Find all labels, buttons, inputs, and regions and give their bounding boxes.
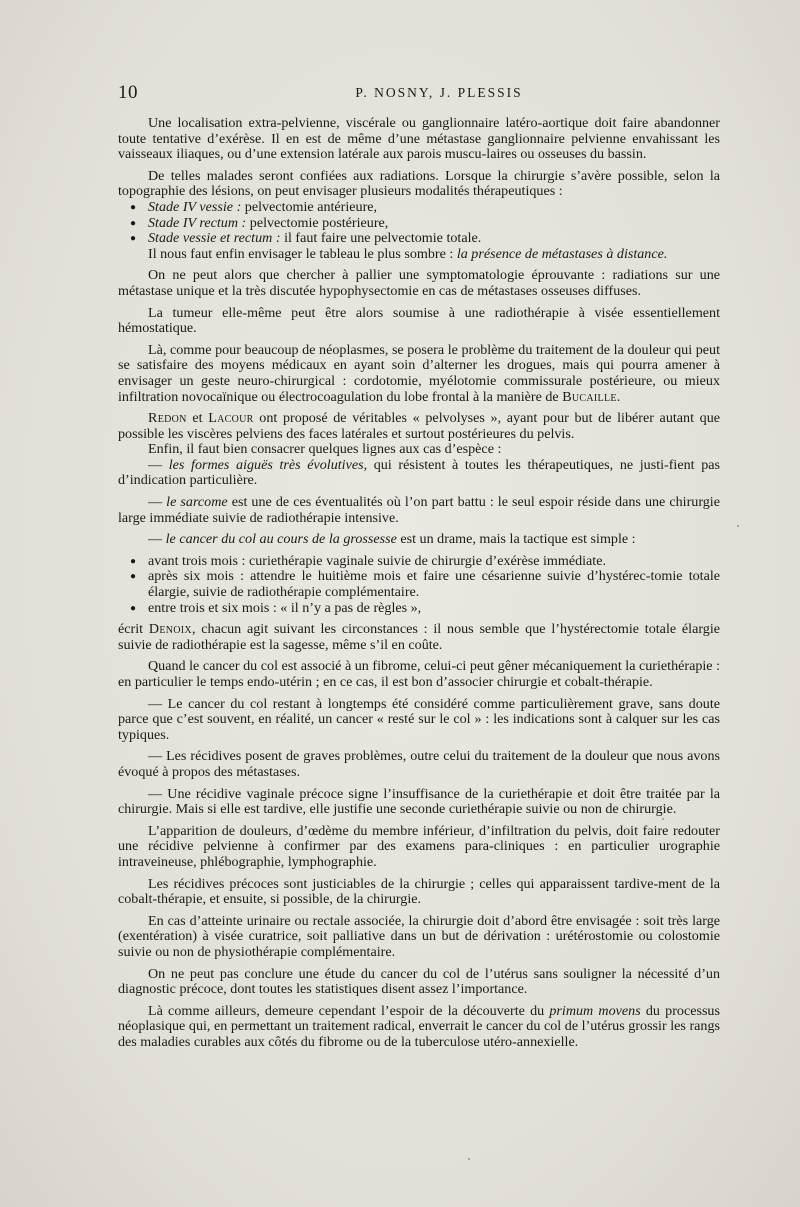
stade-label: Stade IV vessie :: [148, 198, 242, 215]
paper-speck: [468, 1158, 470, 1160]
punctuation: .: [616, 388, 621, 405]
list-item: [118, 216, 720, 232]
pregnancy-list: [118, 554, 720, 616]
list-item: ● avant trois mois : curiethérapie vaginale suivie de chirurgie d’exérèse immédiate.: [118, 554, 720, 570]
page-number: 10: [118, 82, 138, 103]
paragraph-text: qui résistent à toutes les thérapeutiques, ne justi-fient pas d’indication particulière.: [118, 456, 720, 489]
paragraph: — Le cancer du col restant à longtemps été considéré comme particulièrement grave, sans doute parce que c’est souvent, en réalité, un cancer « resté sur le col » : les indications sont à calquer sur les cas typiques.: [118, 695, 720, 743]
emphasis: le cancer du col au cours de la grossesse: [165, 531, 397, 548]
body-text: [118, 116, 720, 1050]
list-item: [118, 231, 720, 247]
paragraph-text: du processus néoplasique qui, en permettant un traitement radical, enverrait le cancer du col de l’utérus grossir les rangs des maladies curables aux côtés du fibrome ou de la tuberculose utéro-annexielle.: [118, 1002, 720, 1050]
stade-list: [118, 200, 720, 247]
paragraph: En cas d’atteinte urinaire ou rectale associée, la chirurgie doit d’abord être envisagée : soit très large (exentération) à visée curatrice, soit palliative dans un but de dérivation : urétérostomie ou colostomie suivie ou non de physiothérapie complémentaire.: [118, 912, 720, 960]
paper-speck: [662, 818, 664, 820]
stade-label: Stade vessie et rectum :: [148, 230, 281, 247]
paragraph-lead: Il nous faut enfin envisager le tableau le plus sombre :: [148, 245, 454, 262]
paragraph: [118, 247, 720, 263]
list-item: [118, 200, 720, 216]
paragraph-text: est une de ces éventualités où l’on part battu : le seul espoir réside dans une chirurgie large immédiate suivie de radiothérapie intensive.: [118, 494, 720, 526]
paragraph: [118, 411, 720, 442]
author-name: Denoix: [148, 621, 192, 638]
paragraph: — Une récidive vaginale précoce signe l’insuffisance de la curiethérapie et doit être traitée par la chirurgie. Mais si elle est tardive, elle justifie une seconde curiethérapie suivie ou non de chirurgie.: [118, 785, 720, 818]
paragraph: La tumeur elle-même peut être alors soumise à une radiothérapie à visée essentiellement hémostatique.: [118, 304, 720, 337]
paragraph-text: est un drame, mais la tactique est simple :: [396, 531, 636, 548]
header-authors: P. NOSNY, J. PLESSIS: [355, 85, 523, 100]
author-name: Bucaille: [562, 388, 617, 405]
paragraph-text: , chacun agit suivant les circonstances : il nous semble que l’hystérectomie totale élargie suivie de radiothérapie est la sagesse, même s’il en coûte.: [118, 621, 721, 653]
dash: —: [148, 494, 167, 511]
list-item-text: pelvectomie postérieure,: [246, 214, 389, 231]
paragraph: [118, 495, 720, 526]
paragraph: Les récidives précoces sont justiciables de la chirurgie ; celles qui apparaissent tardive-ment de la cobalt-thérapie, et ensuite, si possible, de la chirurgie.: [118, 875, 720, 908]
paragraph: Une localisation extra-pelvienne, viscérale ou ganglionnaire latéro-aortique doit faire abandonner toute tentative d’exérèse. Il en est de même d’une métastase ganglionnaire pelvienne envahissant les vaisseaux iliaques, ou d’une extension latérale aux parois muscu-laires ou osseuses du bassin.: [118, 115, 720, 163]
author-name: Lacour: [208, 410, 254, 427]
list-item: ● après six mois : attendre le huitième mois et faire une césarienne suivie d’hystérec-tomie totale élargie, suivie de radiothérapie complémentaire.: [118, 569, 720, 600]
paragraph: L’apparition de douleurs, d’œdème du membre inférieur, d’infiltration du pelvis, doit faire redouter une récidive pelvienne à confirmer par des examens para-cliniques : en particulier urographie intraveineuse, phlébographie, lymphographie.: [118, 822, 720, 870]
stade-label: Stade IV rectum :: [148, 214, 247, 231]
paragraph-lead: écrit: [118, 621, 149, 638]
list-item-text: pelvectomie antérieure,: [241, 198, 378, 215]
paragraph: Quand le cancer du col est associé à un fibrome, celui-ci peut gêner mécaniquement la curiethérapie : en particulier le temps endo-utérin ; en ce cas, il est bon d’associer chirurgie et cobalt-thérapie.: [118, 658, 720, 690]
list-item: ● entre trois et six mois : « il n’y a pas de règles »,: [118, 601, 720, 617]
dash: —: [148, 531, 166, 548]
paragraph-text: ont proposé de véritables « pelvolyses », ayant pour but de libérer autant que possible les viscères pelviens des faces latérales et surtout postérieures du pelvis.: [118, 410, 721, 442]
paragraph-text: Là, comme pour beaucoup de néoplasmes, se posera le problème du traitement de la douleur qui peut se satisfaire des moyens médicaux en ayant soin d’alterner les drogues, mais qui pourra amener à envisager un geste neuro-chirurgical : cordotomie, myélotomie commissurale postérieure, ou mieux infiltration novocaïnique ou électrocoagulation du lobe frontal à la manière de: [118, 341, 720, 405]
paragraph-lead: Là comme ailleurs, demeure cependant l’espoir de la découverte du: [148, 1002, 545, 1019]
emphasis: les formes aiguës très évolutives,: [168, 456, 368, 473]
paragraph: [118, 1004, 720, 1051]
paragraph: — Les récidives posent de graves problèmes, outre celui du traitement de la douleur que nous avons évoqué à propos des métastases.: [118, 748, 720, 780]
paper-speck: [737, 525, 739, 527]
paragraph: On ne peut pas conclure une étude du cancer du col de l’utérus sans souligner la nécessité d’un diagnostic précoce, dont toutes les statistiques disent assez l’importance.: [118, 965, 720, 998]
paragraph: On ne peut alors que chercher à pallier une symptomatologie éprouvante : radiations sur une métastase unique et la très discutée hypophysectomie en cas de métastases osseuses diffuses.: [118, 267, 720, 299]
list-item-text: il faut faire une pelvectomie totale.: [280, 230, 482, 247]
paragraph: [118, 622, 720, 653]
emphasis: primum movens: [549, 1002, 641, 1019]
paragraph: [118, 532, 720, 548]
running-head: [118, 82, 720, 106]
conjunction: et: [186, 410, 209, 427]
paragraph: [118, 343, 720, 405]
paragraph: [118, 458, 720, 489]
paragraph: Enfin, il faut bien consacrer quelques lignes aux cas d’espèce :: [148, 441, 502, 458]
dash: —: [148, 456, 169, 473]
paragraph: De telles malades seront confiées aux radiations. Lorsque la chirurgie s’avère possible, selon la topographie des lésions, on peut envisager plusieurs modalités thérapeutiques :: [118, 167, 720, 200]
author-name: Redon: [148, 410, 187, 427]
emphasis: le sarcome: [166, 494, 228, 511]
emphasis: la présence de métastases à distance.: [456, 245, 668, 262]
